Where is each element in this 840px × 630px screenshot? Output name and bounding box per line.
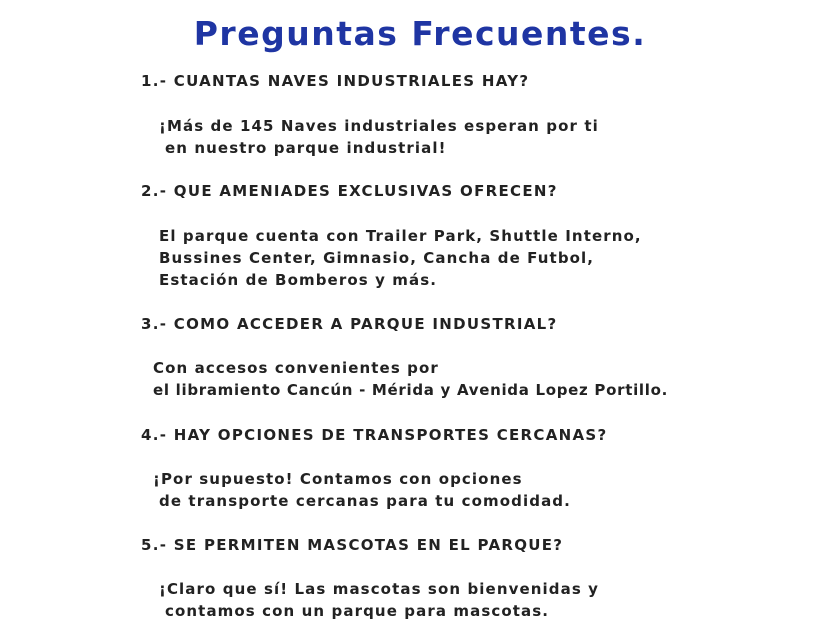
faq-question-2: 2.- QUE AMENIADES EXCLUSIVAS OFRECEN? — [141, 182, 558, 200]
faq-answer-3-line-2: el libramiento Cancún - Mérida y Avenida Lopez Portillo. — [153, 381, 668, 399]
faq-question-4: 4.- HAY OPCIONES DE TRANSPORTES CERCANAS? — [141, 426, 608, 444]
faq-answer-4-line-1: ¡Por supuesto! Contamos con opciones — [153, 470, 523, 488]
faq-answer-1-line-1: ¡Más de 145 Naves industriales esperan por ti — [159, 117, 599, 135]
faq-answer-2-line-2: Bussines Center, Gimnasio, Cancha de Futbol, — [159, 249, 595, 267]
faq-answer-2-line-3: Estación de Bomberos y más. — [159, 271, 438, 289]
faq-question-3: 3.- COMO ACCEDER A PARQUE INDUSTRIAL? — [141, 315, 558, 333]
faq-answer-3-line-1: Con accesos convenientes por — [153, 359, 439, 377]
faq-answer-2-line-1: El parque cuenta con Trailer Park, Shuttle Interno, — [159, 227, 642, 245]
faq-answer-5-line-2: contamos con un parque para mascotas. — [165, 602, 550, 620]
faq-answer-5-line-1: ¡Claro que sí! Las mascotas son bienvenidas y — [159, 580, 600, 598]
faq-question-1: 1.- CUANTAS NAVES INDUSTRIALES HAY? — [141, 72, 530, 90]
faq-question-5: 5.- SE PERMITEN MASCOTAS EN EL PARQUE? — [141, 536, 564, 554]
faq-answer-1-line-2: en nuestro parque industrial! — [165, 139, 447, 157]
faq-answer-4-line-2: de transporte cercanas para tu comodidad. — [159, 492, 571, 510]
page-title: Preguntas Frecuentes. — [193, 14, 647, 53]
